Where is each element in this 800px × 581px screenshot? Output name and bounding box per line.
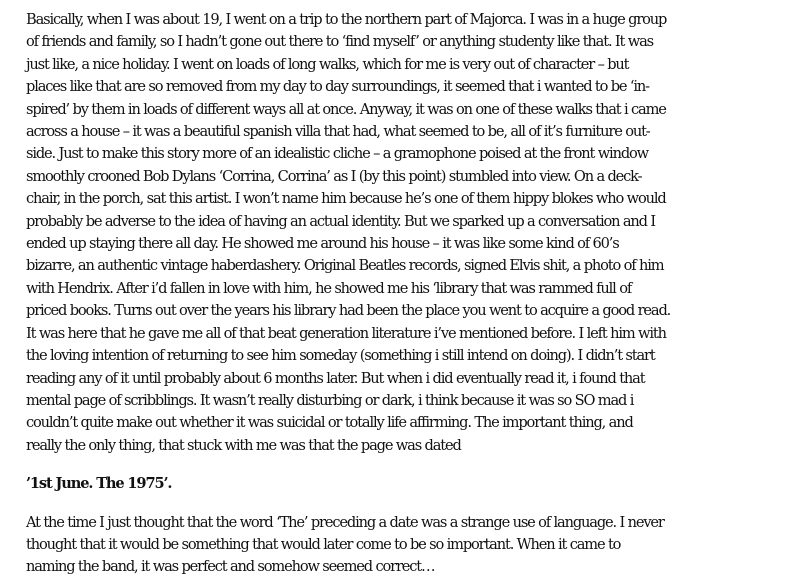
text-line: ended up staying there all day. He showed me around his house – it was like some kind of 60’s — [26, 235, 619, 253]
text-line: chair, in the porch, sat this artist. I won’t name him because he’s one of them hippy blokes who would — [26, 190, 666, 208]
text-line: places like that are so removed from my day to day surroundings, it seemed that i wanted to be ‘in- — [26, 78, 649, 96]
text-line: just like, a nice holiday. I went on loads of long walks, which for me is very out of character – but — [26, 55, 629, 73]
text-line: Basically, when I was about 19, I went on a trip to the northern part of Majorca. I was in a huge group — [26, 11, 667, 28]
text-line: couldn’t quite make out whether it was suicidal or totally life affirming. The important thing, and — [26, 414, 633, 432]
text-line: naming the band, it was perfect and somehow seemed correct… — [26, 558, 435, 576]
paragraph-date-quote — [26, 473, 800, 495]
text-line: It was here that he gave me all of that beat generation literature i’ve mentioned before. I left him with — [26, 324, 666, 342]
text-line: spired’ by them in loads of different ways all at once. Anyway, it was on one of these walks that i came — [26, 100, 666, 118]
text-line: bizarre, an authentic vintage haberdashery. Original Beatles records, signed Elvis shit, a photo of him — [26, 257, 664, 275]
text-line: across a house – it was a beautiful spanish villa that had, what seemed to be, all of it’s furniture out- — [26, 123, 650, 141]
text-line: the loving intention of returning to see him someday (something i still intend on doing). I didn’t start — [26, 347, 655, 365]
text-line: side. Just to make this story more of an idealistic cliche – a gramophone poised at the front window — [26, 145, 648, 163]
text-line: probably be adverse to the idea of having an actual identity. But we sparked up a conversation and I — [26, 212, 655, 230]
text-line: thought that it would be something that would later come to be so important. When it came to — [26, 535, 621, 553]
text-line: with Hendrix. After i’d fallen in love with him, he showed me his ‘library that was rammed full of — [26, 279, 632, 297]
text-line: mental page of scribblings. It wasn’t really disturbing or dark, i think because it was so SO mad i — [26, 391, 634, 409]
date-quote-line: ’1st June. The 1975’. — [26, 475, 172, 493]
text-line: of friends and family, so I hadn’t gone out there to ‘find myself’ or anything studenty like that. It was — [26, 33, 653, 51]
paragraph-story — [26, 9, 800, 457]
text-line: smoothly crooned Bob Dylans ‘Corrina, Corrina’ as I (by this point) stumbled into view. On a deck- — [26, 167, 642, 185]
text-line: At the time I just thought that the word ‘The’ preceding a date was a strange use of language. I never — [26, 513, 664, 531]
text-line: really the only thing, that stuck with me was that the page was dated — [26, 436, 461, 454]
text-line: priced books. Turns out over the years his library had been the place you went to acquire a good read. — [26, 302, 671, 320]
paragraph-band-name — [26, 512, 800, 579]
text-line: reading any of it until probably about 6 months later. But when i did eventually read it, i found that — [26, 369, 645, 387]
